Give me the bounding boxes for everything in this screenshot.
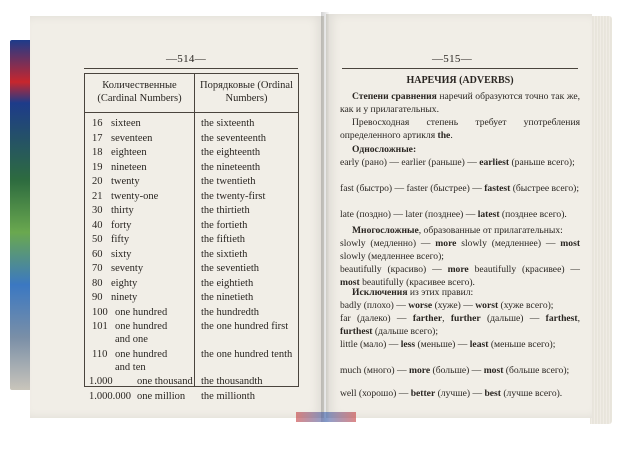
- cardinal-number: forty: [111, 219, 132, 231]
- row-number: 80: [92, 277, 103, 289]
- adverb-text: (меньше) —: [415, 339, 470, 350]
- adverb-form: best: [484, 388, 501, 399]
- page-edges: [590, 16, 612, 424]
- adverb-form: more: [447, 264, 469, 275]
- adverb-text: (лучше) —: [435, 388, 485, 399]
- exc_rows-item: [340, 339, 580, 352]
- cardinal-number: fifty: [111, 234, 130, 245]
- row-number: 40: [92, 219, 103, 231]
- adverb-text: late (поздно) — later (позднее) —: [340, 209, 478, 220]
- ordinal-number: the sixtieth: [201, 248, 248, 260]
- cardinal-number: one hundred: [115, 306, 168, 318]
- adverb-text: (больше всего);: [503, 365, 570, 376]
- adverb-form: least: [469, 339, 489, 350]
- cardinal-number: ninety: [111, 292, 138, 303]
- header-ordinal: Порядковые (Ordinal Numbers): [200, 80, 293, 104]
- adverb-text: (раньше всего);: [509, 157, 575, 168]
- adverb-form: farther: [412, 313, 443, 324]
- intro-paragraph: [340, 91, 580, 116]
- ordinal-number: the twenty-first: [201, 190, 266, 202]
- adverb-form: furthest: [340, 325, 373, 337]
- table-header-divider: [85, 112, 298, 113]
- intro-bold: Степени сравнения: [352, 91, 437, 102]
- ordinal-number: the twentieth: [201, 176, 256, 187]
- ordinal-number: the thirtieth: [201, 205, 250, 216]
- ordinal-number: the fiftieth: [201, 234, 246, 245]
- adverb-text: beautifully (красиво) —: [340, 264, 448, 275]
- adverb-text: well (хорошо) —: [340, 388, 411, 399]
- cardinal-number: one hundred: [115, 348, 168, 360]
- adverb-form: latest: [477, 209, 500, 220]
- article-the: the: [437, 129, 451, 141]
- cardinal-number-cont: and one: [115, 334, 148, 345]
- exc_rows-item: [340, 313, 580, 338]
- polysyllabic-heading: [340, 225, 580, 238]
- ordinal-number: the eightieth: [201, 277, 254, 289]
- row-number: 100: [92, 306, 108, 318]
- adverb-text: (быстрее всего);: [510, 183, 579, 194]
- row-number: 20: [92, 176, 103, 187]
- row-number: 21: [92, 190, 103, 202]
- book-spine: [321, 12, 329, 422]
- adverb-text: fast (быстро) — faster (быстрее) —: [340, 183, 485, 194]
- exc_rows-item: [340, 365, 580, 378]
- ordinal-number: the millionth: [201, 390, 255, 402]
- adverb-form: earliest: [479, 157, 510, 168]
- monosyllabic-label: Односложные:: [352, 144, 417, 155]
- cardinal-number: sixteen: [111, 118, 141, 129]
- adverb-text: (дальше всего);: [372, 325, 438, 337]
- cardinal-number: eighteen: [111, 147, 147, 158]
- superlative-note-text: Превосходная степень требует употребления определенного артикля: [340, 117, 580, 141]
- table-column-divider: [194, 74, 195, 386]
- row-number: 70: [92, 263, 103, 274]
- row-number: 19: [92, 161, 103, 173]
- adverb-text: ,: [442, 313, 451, 324]
- row-number: 1.000.000: [89, 390, 131, 402]
- adverb-text: (лучше всего).: [500, 388, 563, 399]
- ordinal-number: the sixteenth: [201, 118, 255, 129]
- adverb-text: early (рано) — earlier (раньше) —: [340, 157, 480, 168]
- row-number: 17: [92, 132, 103, 144]
- cardinal-number: sixty: [111, 248, 132, 260]
- adverb-form: most: [560, 238, 581, 249]
- mono_rows-item: [340, 183, 580, 196]
- adverb-text: much (много) —: [340, 365, 409, 376]
- adverb-form: better: [410, 388, 436, 399]
- adverb-form: less: [400, 339, 416, 350]
- adverb-text: slowly (медленно) —: [340, 238, 436, 249]
- adverb-form: worst: [475, 300, 499, 311]
- row-number: 90: [92, 292, 103, 303]
- superlative-note-end: .: [450, 129, 453, 141]
- row-number: 16: [92, 118, 103, 129]
- adverb-form: further: [450, 313, 481, 324]
- adverb-text: slowly (медленнее всего);: [340, 250, 444, 262]
- adverb-text: far (далеко) —: [340, 313, 413, 324]
- adverb-text: (хуже всего);: [498, 300, 554, 311]
- superlative-note: [340, 117, 580, 142]
- right-header-rule: [342, 68, 578, 69]
- polysyllabic-rest: , образованные от прилагательных:: [418, 225, 563, 236]
- adverb-text: ,: [577, 313, 580, 324]
- ordinal-number: the one hundred tenth: [201, 348, 293, 360]
- cardinal-number: one thousand: [137, 376, 193, 387]
- right-page-number: —515—: [432, 53, 472, 65]
- cardinal-number: one hundred: [115, 321, 168, 332]
- ordinal-number: the hundredth: [201, 306, 260, 318]
- adverb-text: (больше) —: [430, 365, 484, 376]
- row-number: 101: [92, 321, 108, 332]
- mono_rows-item: [340, 209, 580, 222]
- cardinal-number-cont: and ten: [115, 361, 146, 373]
- header-cardinal: Количественные (Cardinal Numbers): [97, 80, 182, 104]
- cardinal-number: twenty: [111, 176, 140, 187]
- adverb-text: beautifully (красивее) —: [468, 264, 580, 275]
- cardinal-number: seventeen: [111, 132, 153, 144]
- adverb-text: slowly (медленнее) —: [456, 238, 561, 249]
- ordinal-number: the thousandth: [201, 376, 263, 387]
- adverb-form: farthest: [545, 313, 578, 324]
- cardinal-number: one million: [137, 390, 186, 402]
- exceptions-rest: из этих правил:: [407, 287, 474, 298]
- cardinal-number: eighty: [111, 277, 138, 289]
- ordinal-number: the one hundred first: [201, 321, 289, 332]
- exc_rows-item: [340, 388, 580, 401]
- adverb-text: beautifully (красивее всего).: [359, 276, 475, 288]
- row-number: 60: [92, 248, 103, 260]
- mono_rows-item: [340, 157, 580, 170]
- adverb-text: badly (плохо) —: [340, 300, 409, 311]
- exceptions-heading: [340, 287, 580, 300]
- ordinal-number: the ninetieth: [201, 292, 254, 303]
- ordinal-number: the fortieth: [201, 219, 248, 231]
- row-number: 1.000: [89, 376, 113, 387]
- adverb-form: most: [483, 365, 504, 376]
- adverb-text: little (мало) —: [340, 339, 401, 350]
- exc_rows-item: [340, 300, 580, 313]
- left-page-number: —514—: [166, 53, 206, 65]
- row-number: 18: [92, 147, 103, 158]
- poly_rows-item: [340, 264, 580, 289]
- intro-rest: наречий образуются точно так же, как и у прилагательных.: [340, 91, 580, 115]
- ordinal-number: the nineteenth: [201, 161, 261, 173]
- adverb-text: (позднее всего).: [499, 209, 567, 220]
- cardinal-number: nineteen: [111, 161, 147, 173]
- adverb-form: more: [435, 238, 457, 249]
- ordinal-number: the seventeenth: [201, 132, 267, 144]
- polysyllabic-label: Многосложные: [352, 225, 419, 236]
- adverb-form: most: [340, 276, 360, 288]
- cardinal-number: thirty: [111, 205, 134, 216]
- book-cover-edge: [10, 40, 32, 390]
- cardinal-number: twenty-one: [111, 190, 159, 202]
- adverb-form: fastest: [484, 183, 511, 194]
- numbers-table: [84, 73, 299, 402]
- bookmark-ribbon: [296, 412, 356, 422]
- row-number: 30: [92, 205, 103, 216]
- row-number: 50: [92, 234, 103, 245]
- ordinal-number: the eighteenth: [201, 147, 261, 158]
- poly_rows-item: [340, 238, 580, 263]
- section-heading: НАРЕЧИЯ (ADVERBS): [406, 75, 514, 86]
- adverb-text: (дальше) —: [480, 313, 546, 324]
- left-header-rule: [84, 68, 298, 69]
- ordinal-number: the seventieth: [201, 263, 260, 274]
- cardinal-number: seventy: [111, 263, 144, 274]
- row-number: 110: [92, 348, 108, 360]
- adverb-text: (хуже) —: [432, 300, 476, 311]
- adverb-form: more: [409, 365, 431, 376]
- exceptions-label: Исключения: [352, 287, 408, 298]
- adverb-text: (меньше всего);: [488, 339, 556, 350]
- adverb-form: worse: [408, 300, 433, 311]
